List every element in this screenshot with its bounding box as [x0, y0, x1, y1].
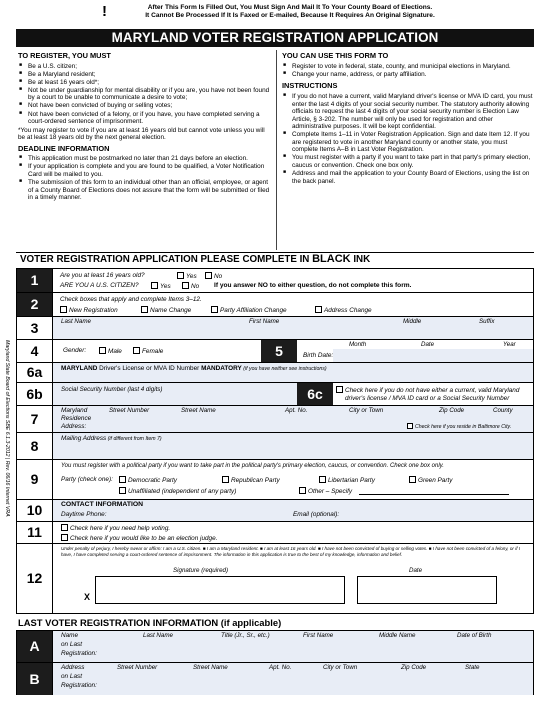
register-item: ■ Be at least 16 years old*; [18, 79, 273, 87]
citizen-question: ARE YOU A U.S. CITIZEN? [60, 282, 139, 289]
party-instruction: You must register with a political party if you want to take part in the political party's primary election, caucus, or convention. Check one box only. [61, 463, 444, 469]
item-number: 4 [17, 340, 53, 362]
deadline-item: ■ This application must be postmarked no later than 21 days before an election. [18, 155, 273, 163]
item-number: 12 [17, 544, 53, 613]
row-6a-drivers-license[interactable] [17, 363, 533, 383]
instructions-heading: INSTRUCTIONS [282, 81, 338, 91]
last-registration-form [16, 630, 534, 695]
checkbox[interactable] [61, 524, 68, 531]
apt-label: Apt. No. [285, 407, 308, 414]
suffix-label: Suffix [479, 318, 495, 325]
help-voting-option[interactable]: Check here if you need help voting. [61, 524, 170, 533]
gender-label: Gender: [63, 347, 87, 354]
notice-line-2: It Cannot Be Processed If It Is Faxed or E-mailed, Because It Requires An Original Signature. [145, 11, 435, 19]
deadline-item: ■ The submission of this form to an individual other than an official, employee, or agent of a County Board of Elections does not assure that the form will be submitted or filed in a timely manner. [18, 179, 273, 202]
section-header-suffix: INK [350, 254, 371, 265]
last-name-label-1: Name [61, 632, 79, 639]
county-label: County [493, 407, 513, 414]
republican-option[interactable]: Republican Party [222, 476, 280, 485]
register-item: ■ Be a U.S. citizen; [18, 63, 273, 71]
prev-last-name-label: Last Name [143, 632, 173, 639]
last-name-label: Last Name [61, 318, 91, 325]
checkbox[interactable] [407, 423, 413, 429]
checkbox[interactable] [336, 386, 343, 393]
item-number: 7 [17, 406, 53, 432]
prev-street-number-label: Street Number [117, 664, 158, 671]
item-number: 3 [17, 317, 53, 339]
checkbox[interactable] [177, 272, 184, 279]
left-info-column [18, 52, 273, 202]
address-change-option[interactable]: Address Change [315, 306, 372, 315]
checkbox[interactable] [182, 282, 189, 289]
prev-first-name-label: First Name [303, 632, 334, 639]
other-party-option[interactable]: Other – Specify [299, 487, 352, 496]
residence-label-3: Address: [61, 423, 87, 430]
age-no[interactable]: No [205, 272, 222, 281]
checkbox[interactable] [205, 272, 212, 279]
item-number-6c: 6c [297, 383, 333, 405]
street-number-label: Street Number [109, 407, 150, 414]
signature-x-mark: X [84, 592, 91, 603]
form-title: MARYLAND VOTER REGISTRATION APPLICATION [16, 29, 534, 47]
male-option[interactable]: Male [99, 347, 122, 356]
city-label: City or Town [349, 407, 384, 414]
checkbox[interactable] [211, 306, 218, 313]
item-number: 1 [17, 269, 53, 292]
last-address-label-1: Address [61, 664, 85, 671]
instruction-item: ■ You must register with a party if you want to take part in that party's primary election, caucus or convention. Check one box only. [282, 154, 534, 169]
last-address-label-3: Registration: [61, 682, 97, 689]
age-note: *You may register to vote if you are at least 16 years old but cannot vote unless you will be at least 18 years old by the next general election. [18, 126, 265, 142]
use-list [282, 63, 534, 79]
instruction-item: ■ Complete Items 1–11 in Voter Registration Application. Sign and date Item 12. If you are registered to vote in another Maryland county or another state, you must complete Items A–B in Last Voter Registration. [282, 131, 534, 154]
column-divider [276, 50, 277, 250]
checkbox[interactable] [315, 306, 322, 313]
item-number-5: 5 [261, 340, 297, 362]
unaffiliated-option[interactable]: Unaffiliated (independent of any party) [119, 487, 236, 496]
checkbox[interactable] [151, 282, 158, 289]
last-name-label-2: on Last [61, 641, 82, 648]
row-b-last-address[interactable] [17, 663, 533, 695]
last-name-label-3: Registration: [61, 650, 97, 657]
row-11-assistance [17, 522, 533, 544]
checkbox[interactable] [409, 476, 416, 483]
item-number: 6b [17, 383, 53, 405]
date-label: Date [409, 567, 423, 574]
libertarian-option[interactable]: Libertarian Party [319, 476, 375, 485]
row-9-party [17, 460, 533, 500]
prev-zip-label: Zip Code [401, 664, 427, 671]
instruction-item: ■ If you do not have a current, valid Maryland driver's license or MVA ID card, you must enter the last 4 digits of your social security number. The statutory authority allowing officials to request the last 4 digits of your social security number is Election Law Article, § 3-202. The number will only be used for registration and other administrative purposes. It will be kept confidential. [282, 93, 534, 131]
age-yes[interactable]: Yes [177, 272, 197, 281]
name-change-option[interactable]: Name Change [141, 306, 191, 315]
residence-label-2: Residence [61, 415, 92, 422]
item-number: A [17, 631, 53, 662]
right-info-column [282, 52, 534, 186]
prev-apt-label: Apt. No. [269, 664, 292, 671]
registration-type-instruction: Check boxes that apply and complete Items 3–12. [60, 296, 202, 303]
prev-state-label: State [465, 664, 480, 671]
no-id-text-1[interactable]: Check here if you do not have either a current, valid Maryland [336, 386, 519, 395]
age-question: Are you at least 16 years old? [60, 272, 145, 279]
birth-date-input[interactable] [333, 349, 533, 362]
prev-city-label: City or Town [323, 664, 358, 671]
row-a-last-name[interactable] [17, 631, 533, 663]
checkbox[interactable] [60, 306, 67, 313]
prev-dob-label: Date of Birth [457, 632, 492, 639]
exclamation-icon: ! [102, 3, 107, 20]
democratic-option[interactable]: Democratic Party [119, 476, 177, 485]
checkbox[interactable] [119, 487, 126, 494]
row-12-signature [17, 544, 533, 613]
signature-date-input[interactable] [357, 576, 497, 604]
row-2-registration-type [17, 293, 533, 317]
application-section-header [16, 252, 534, 267]
license-label: MARYLAND Driver's License or MVA ID Number MANDATORY (if you have neither see instructions) [61, 365, 327, 372]
instructions-list [282, 93, 534, 185]
row-8-mailing-address[interactable] [17, 433, 533, 460]
birth-date-label: Date [421, 341, 435, 348]
row-4-5-gender-birthdate [17, 340, 533, 363]
first-name-label: First Name [249, 318, 280, 325]
last-registration-title: LAST VOTER REGISTRATION INFORMATION (if applicable) [18, 617, 282, 628]
citizen-yes[interactable]: Yes [151, 282, 171, 291]
register-item: ■ Not have been convicted of buying or selling votes; [18, 102, 273, 110]
new-registration-option[interactable]: New Registration [60, 306, 118, 315]
item-number: B [17, 663, 53, 695]
prev-street-name-label: Street Name [193, 664, 228, 671]
row-1-eligibility [17, 269, 533, 293]
ssn-label: Social Security Number (last 4 digits) [61, 386, 163, 393]
prev-middle-name-label: Middle Name [379, 632, 416, 639]
checkbox[interactable] [222, 476, 229, 483]
street-name-label: Street Name [181, 407, 216, 414]
use-heading: YOU CAN USE THIS FORM TO [282, 51, 389, 60]
application-form [16, 268, 534, 614]
row-3-name[interactable] [17, 317, 533, 340]
checkbox[interactable] [141, 306, 148, 313]
green-option[interactable]: Green Party [409, 476, 452, 485]
checkbox[interactable] [119, 476, 126, 483]
register-item: ■ Not be under guardianship for mental disability or if you are, you have not been found by a court to be unable to communicate a desire to vote; [18, 87, 273, 102]
prev-title-label: Title (Jr., Sr., etc.) [221, 632, 270, 639]
item-number: 6a [17, 363, 53, 382]
register-item: ■ Not have been convicted of a felony, or if you have, you have completed serving a court-ordered sentence of imprisonment. [18, 111, 273, 126]
form-revision-side-text: Maryland State Board of Elections SBE 6.1.3-2012 | Rev. 06/16 Internet VRA [4, 340, 10, 517]
oath-text: Under penalty of perjury, I hereby swear or affirm: I am a U.S. citizen. ■ I am a Maryland resident. ■ I am at least 16 years old. ■ I have not been convicted of buying or selling votes. ■ I have not been convicted of a felony, or if I have, I have completed serving a court-ordered sentence of imprisonment. The information in this application is true to the best of my knowledge, information and belief. [61, 546, 521, 557]
contact-heading: CONTACT INFORMATION [61, 501, 144, 508]
daytime-phone-label: Daytime Phone: [61, 511, 107, 518]
mailing-address-label: Mailing Address (if different from Item 7) [61, 435, 162, 442]
use-item: ■ Change your name, address, or party affiliation. [282, 71, 534, 79]
other-party-input[interactable] [359, 494, 509, 495]
checkbox[interactable] [319, 476, 326, 483]
register-heading: TO REGISTER, YOU MUST [18, 51, 111, 60]
middle-name-label: Middle [403, 318, 422, 325]
no-id-text-2: driver's license / MVA ID card or a Social Security Number [345, 395, 510, 402]
section-header-prefix: VOTER REGISTRATION APPLICATION PLEASE COMPLETE IN [20, 254, 313, 265]
register-list [18, 63, 273, 126]
notice-line-1: After This Form Is Filled Out, You Must Sign And Mail It To Your County Board of Elections. [147, 4, 433, 11]
item-number: 10 [17, 500, 53, 521]
register-item: ■ Be a Maryland resident; [18, 71, 273, 79]
row-7-residence-address[interactable] [17, 406, 533, 433]
deadline-list [18, 155, 273, 201]
section-header-emphasis: BLACK [312, 253, 351, 265]
item-number: 9 [17, 460, 53, 499]
female-option[interactable]: Female [133, 347, 163, 356]
use-item: ■ Register to vote in federal, state, county, and municipal elections in Maryland. [282, 63, 534, 71]
signature-label: Signature (required) [173, 567, 229, 574]
birth-year-label: Year [503, 341, 516, 348]
deadline-heading: DEADLINE INFORMATION [18, 143, 110, 153]
residence-label-1: Maryland [61, 407, 88, 414]
checkbox[interactable] [99, 347, 106, 354]
baltimore-checkbox[interactable]: Check here if you reside in Baltimore City. [407, 423, 511, 430]
item-number: 2 [17, 293, 53, 316]
deadline-item: ■ If your application is complete and you are found to be qualified, a Voter Notification Card will be mailed to you. [18, 163, 273, 178]
email-label: Email (optional): [293, 511, 340, 518]
row-10-contact[interactable] [17, 500, 533, 522]
item-number: 11 [17, 522, 53, 543]
checkbox[interactable] [299, 487, 306, 494]
row-6b-6c-ssn[interactable] [17, 383, 533, 406]
no-id-checkbox-area[interactable] [333, 383, 533, 405]
birth-date-field-label: Birth Date: [303, 352, 334, 359]
last-address-label-2: on Last [61, 673, 82, 680]
party-check-label: Party (check one): [61, 476, 113, 483]
checkbox[interactable] [61, 534, 68, 541]
mailing-notice [100, 4, 480, 20]
party-change-option[interactable]: Party Affiliation Change [211, 306, 287, 315]
instruction-item: ■ Address and mail the application to your County Board of Elections, using the list on the back panel. [282, 170, 534, 185]
signature-input[interactable] [84, 576, 345, 604]
eligibility-warning: If you answer NO to either question, do not complete this form. [214, 282, 412, 289]
citizen-no[interactable]: No [182, 282, 199, 291]
checkbox[interactable] [133, 347, 140, 354]
zip-label: Zip Code [439, 407, 465, 414]
item-number: 8 [17, 433, 53, 459]
election-judge-option[interactable]: Check here if you would like to be an election judge. [61, 534, 217, 543]
birth-month-label: Month [349, 341, 367, 348]
